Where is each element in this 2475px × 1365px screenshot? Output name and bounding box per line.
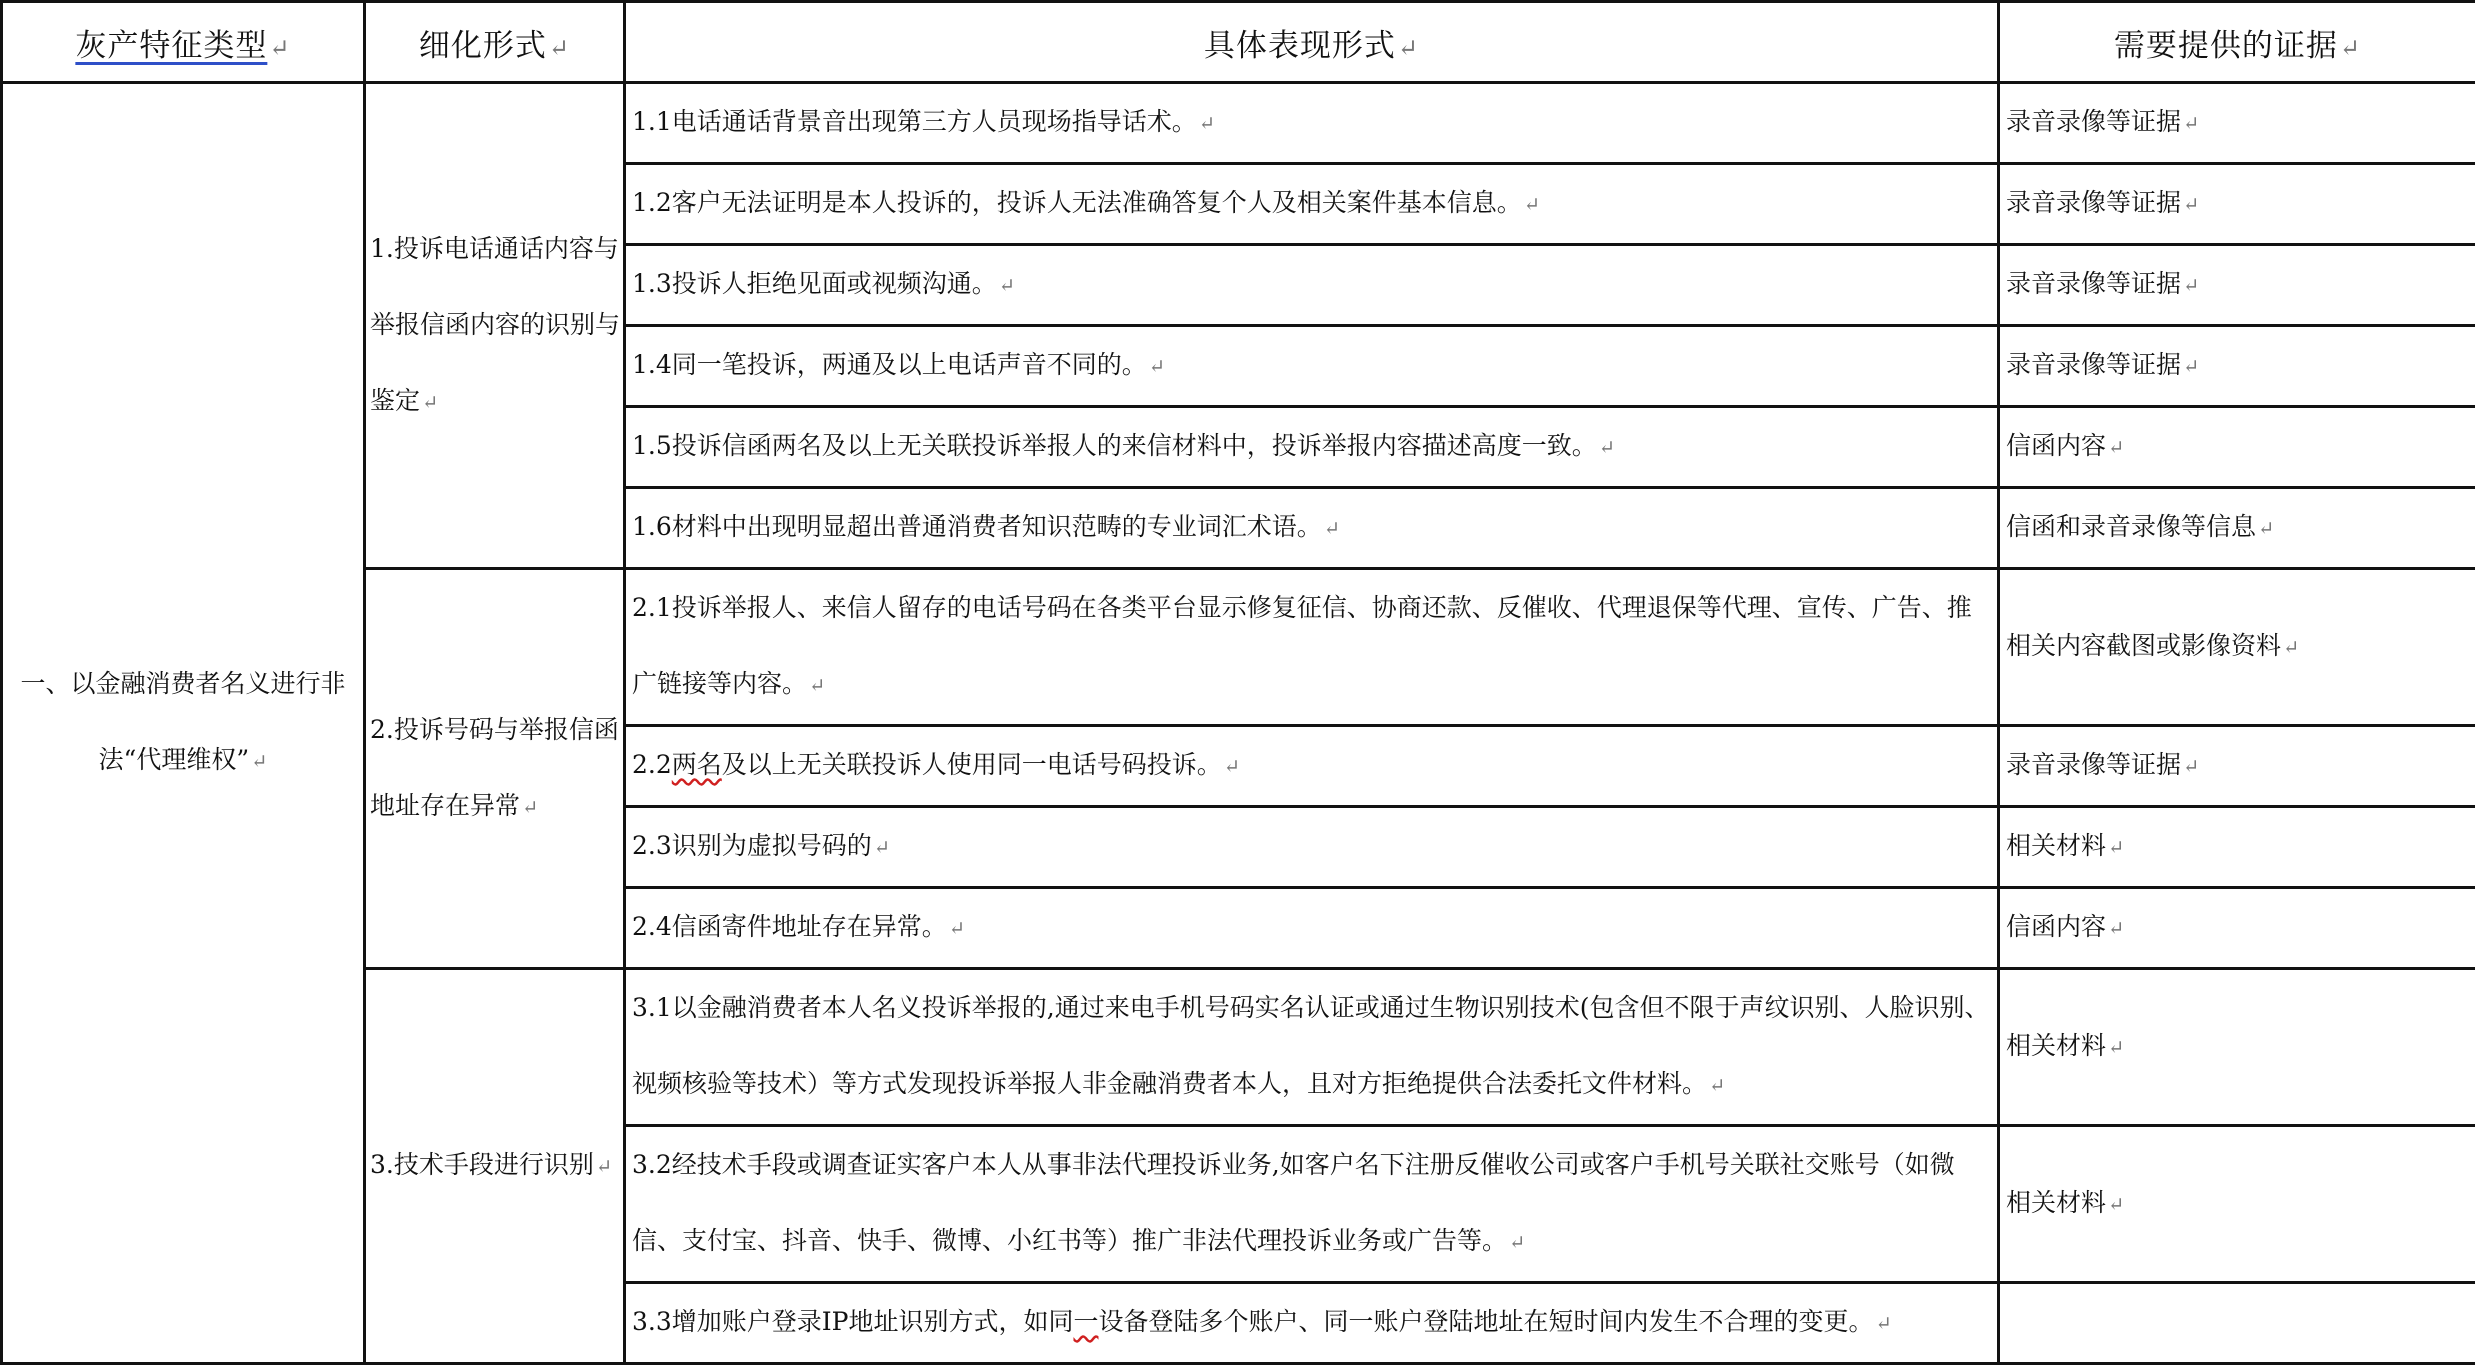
description-cell: 2.2两名及以上无关联投诉人使用同一电话号码投诉。 ↵ (625, 726, 1999, 807)
evidence-cell: 信函和录音录像等信息 ↵ (1999, 488, 2475, 569)
paragraph-mark-icon: ↵ (2183, 274, 2199, 297)
table-row (2, 569, 2475, 726)
subform-cell-3: 3.技术手段进行识别 ↵ (365, 969, 625, 1364)
spellcheck-mark: 两名 (672, 750, 722, 779)
evidence-cell: 录音录像等证据 ↵ (1999, 326, 2475, 407)
paragraph-mark-icon: ↵ (1599, 436, 1615, 459)
description-cell: 3.2经技术手段或调查证实客户本人从事非法代理投诉业务,如客户名下注册反催收公司或客户手机号关联社交账号（如微信、支付宝、抖音、快手、微博、小红书等）推广非法代理投诉业务或广告等。 ↵ (625, 1126, 1999, 1283)
evidence-cell: 信函内容 ↵ (1999, 407, 2475, 488)
description-cell: 1.6材料中出现明显超出普通消费者知识范畴的专业词汇术语。 ↵ (625, 488, 1999, 569)
table-row (2, 83, 2475, 164)
category-cell: 一、以金融消费者名义进行非法“代理维权” ↵ (2, 83, 365, 1364)
description-cell: 2.3识别为虚拟号码的 ↵ (625, 807, 1999, 888)
header-specific-form: 具体表现形式↵ (625, 2, 1999, 83)
evidence-cell: 相关内容截图或影像资料 ↵ (1999, 569, 2475, 726)
paragraph-mark-icon: ↵ (522, 796, 538, 819)
header-category-type: 灰产特征类型↵ (2, 2, 365, 83)
paragraph-mark-icon: ↵ (2183, 755, 2199, 778)
spellcheck-mark: 一 (1073, 1307, 1098, 1336)
description-cell: 3.1以金融消费者本人名义投诉举报的,通过来电手机号码实名认证或通过生物识别技术(包含但不限于声纹识别、人脸识别、视频核验等技术）等方式发现投诉举报人非金融消费者本人，且对方拒绝提供合法委托文件材料。 ↵ (625, 969, 1999, 1126)
table-header (2, 2, 2475, 83)
paragraph-mark-icon: ↵ (422, 391, 438, 414)
paragraph-mark-icon: ↵ (1398, 34, 1419, 62)
paragraph-mark-icon: ↵ (2283, 636, 2299, 659)
description-cell: 1.4同一笔投诉，两通及以上电话声音不同的。 ↵ (625, 326, 1999, 407)
description-cell: 1.3投诉人拒绝见面或视频沟通。 ↵ (625, 245, 1999, 326)
evidence-cell: 录音录像等证据 ↵ (1999, 83, 2475, 164)
paragraph-mark-icon: ↵ (949, 917, 965, 940)
description-cell: 1.1电话通话背景音出现第三方人员现场指导话术。 ↵ (625, 83, 1999, 164)
evidence-cell: 录音录像等证据 ↵ (1999, 245, 2475, 326)
evidence-cell: 相关材料 ↵ (1999, 1126, 2475, 1283)
header-required-evidence: 需要提供的证据↵ (1999, 2, 2475, 83)
paragraph-mark-icon: ↵ (1324, 517, 1340, 540)
paragraph-mark-icon: ↵ (2108, 436, 2124, 459)
paragraph-mark-icon: ↵ (251, 750, 267, 773)
paragraph-mark-icon: ↵ (2183, 112, 2199, 135)
paragraph-mark-icon: ↵ (1199, 112, 1215, 135)
evidence-cell: 录音录像等证据 ↵ (1999, 164, 2475, 245)
evidence-cell: 录音录像等证据 ↵ (1999, 726, 2475, 807)
evidence-cell (1999, 1283, 2475, 1364)
paragraph-mark-icon: ↵ (2108, 1036, 2124, 1059)
paragraph-mark-icon: ↵ (2108, 917, 2124, 940)
paragraph-mark-icon: ↵ (1509, 1231, 1525, 1254)
paragraph-mark-icon: ↵ (1709, 1074, 1725, 1097)
table-body (2, 83, 2475, 1364)
description-cell: 1.5投诉信函两名及以上无关联投诉举报人的来信材料中，投诉举报内容描述高度一致。 ↵ (625, 407, 1999, 488)
paragraph-mark-icon: ↵ (999, 274, 1015, 297)
paragraph-mark-icon: ↵ (2183, 355, 2199, 378)
paragraph-mark-icon: ↵ (596, 1155, 612, 1178)
subform-cell-2: 2.投诉号码与举报信函地址存在异常 ↵ (365, 569, 625, 969)
description-cell: 2.1投诉举报人、来信人留存的电话号码在各类平台显示修复征信、协商还款、反催收、代理退保等代理、宣传、广告、推广链接等内容。 ↵ (625, 569, 1999, 726)
header-subform: 细化形式↵ (365, 2, 625, 83)
paragraph-mark-icon: ↵ (1524, 193, 1540, 216)
description-cell: 1.2客户无法证明是本人投诉的，投诉人无法准确答复个人及相关案件基本信息。 ↵ (625, 164, 1999, 245)
header-row (2, 2, 2475, 83)
subform-cell-1: 1.投诉电话通话内容与举报信函内容的识别与鉴定 ↵ (365, 83, 625, 569)
paragraph-mark-icon: ↵ (1149, 355, 1165, 378)
evidence-cell: 相关材料 ↵ (1999, 807, 2475, 888)
paragraph-mark-icon: ↵ (1224, 755, 1240, 778)
evidence-cell: 信函内容 ↵ (1999, 888, 2475, 969)
paragraph-mark-icon: ↵ (269, 34, 290, 62)
paragraph-mark-icon: ↵ (809, 674, 825, 697)
paragraph-mark-icon: ↵ (2108, 1193, 2124, 1216)
paragraph-mark-icon: ↵ (2183, 193, 2199, 216)
paragraph-mark-icon: ↵ (2108, 836, 2124, 859)
evidence-cell: 相关材料 ↵ (1999, 969, 2475, 1126)
paragraph-mark-icon: ↵ (2258, 517, 2274, 540)
paragraph-mark-icon: ↵ (549, 34, 570, 62)
description-cell: 2.4信函寄件地址存在异常。 ↵ (625, 888, 1999, 969)
paragraph-mark-icon: ↵ (874, 836, 890, 859)
description-cell: 3.3增加账户登录IP地址识别方式，如同一设备登陆多个账户、同一账户登陆地址在短时间内发生不合理的变更。 ↵ (625, 1283, 1999, 1364)
paragraph-mark-icon: ↵ (2340, 34, 2361, 62)
table-row (2, 969, 2475, 1126)
paragraph-mark-icon: ↵ (1876, 1312, 1892, 1335)
